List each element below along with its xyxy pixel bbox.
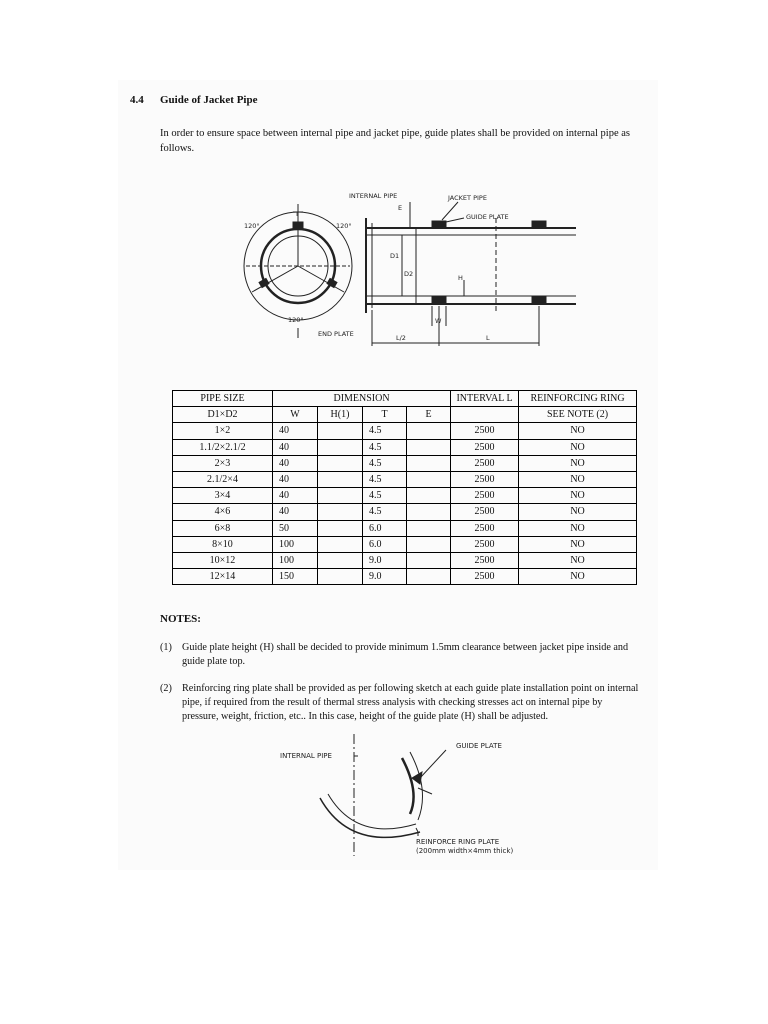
cell-e — [407, 423, 451, 439]
cell-w: 100 — [273, 552, 318, 568]
cell-w: 150 — [273, 569, 318, 585]
cell-size: 1×2 — [173, 423, 273, 439]
header-dimension: DIMENSION — [273, 391, 451, 407]
cell-h — [318, 488, 363, 504]
section-title: Guide of Jacket Pipe — [160, 94, 258, 106]
cell-w: 50 — [273, 520, 318, 536]
cell-h — [318, 504, 363, 520]
cell-size: 12×14 — [173, 569, 273, 585]
header-see-note: SEE NOTE (2) — [519, 407, 637, 423]
dim-label-h: H — [458, 274, 463, 282]
cell-e — [407, 504, 451, 520]
dim-label-t: T — [295, 210, 299, 218]
cell-t: 4.5 — [363, 471, 407, 487]
dim-label-w: W — [435, 317, 442, 325]
header-reinforcing-ring: REINFORCING RING — [519, 391, 637, 407]
cell-size: 8×10 — [173, 536, 273, 552]
cell-interval: 2500 — [451, 520, 519, 536]
cell-ring: NO — [519, 471, 637, 487]
cell-e — [407, 552, 451, 568]
table-row — [173, 569, 637, 585]
end-plate-label: END PLATE — [318, 330, 354, 338]
dim-label-d1: D1 — [390, 252, 400, 260]
intro-paragraph: In order to ensure space between internal pipe and jacket pipe, guide plates shall be provided on internal pipe as follows. — [160, 128, 630, 154]
angle-label-right: 120° — [336, 222, 352, 230]
cell-t: 4.5 — [363, 455, 407, 471]
cell-t: 9.0 — [363, 569, 407, 585]
header-interval-sub — [451, 407, 519, 423]
cell-h — [318, 569, 363, 585]
cell-interval: 2500 — [451, 569, 519, 585]
cell-size: 3×4 — [173, 488, 273, 504]
cell-e — [407, 536, 451, 552]
cell-e — [407, 439, 451, 455]
cell-size: 2×3 — [173, 455, 273, 471]
cell-size: 2.1/2×4 — [173, 471, 273, 487]
dim-label-d2: D2 — [404, 270, 414, 278]
header-d1d2: D1×D2 — [173, 407, 273, 423]
jacket-pipe-label: JACKET PIPE — [448, 194, 487, 202]
cell-ring: NO — [519, 504, 637, 520]
reinforce-ring-spec: (200mm width×4mm thick) — [416, 847, 514, 855]
cell-ring: NO — [519, 455, 637, 471]
header-pipe-size: PIPE SIZE — [173, 391, 273, 407]
cell-w: 40 — [273, 423, 318, 439]
cell-w: 40 — [273, 471, 318, 487]
reinforce-ring-diagram — [270, 732, 530, 864]
note-text: Reinforcing ring plate shall be provided as per following sketch at each guide plate installation point on internal pipe, if required from the result of thermal stress analysis with checking stresses act on internal pipe by pressure, weight, friction, etc.. In this case, height of the guide plate (H) shall be adjusted. — [182, 683, 639, 722]
dim-label-e: E — [398, 204, 403, 212]
cell-size: 1.1/2×2.1/2 — [173, 439, 273, 455]
table-row — [173, 439, 637, 455]
table-row — [173, 488, 637, 504]
header-h: H(1) — [318, 407, 363, 423]
cell-h — [318, 536, 363, 552]
cell-w: 40 — [273, 439, 318, 455]
cell-e — [407, 520, 451, 536]
table-header-row — [173, 391, 637, 407]
cell-w: 100 — [273, 536, 318, 552]
cell-interval: 2500 — [451, 504, 519, 520]
cell-h — [318, 520, 363, 536]
cell-w: 40 — [273, 504, 318, 520]
note-item — [160, 641, 640, 669]
cell-e — [407, 488, 451, 504]
internal-pipe-label: INTERNAL PIPE — [349, 192, 398, 200]
angle-label-left: 120° — [244, 222, 260, 230]
table-row — [173, 520, 637, 536]
cell-t: 4.5 — [363, 423, 407, 439]
cell-e — [407, 471, 451, 487]
cell-e — [407, 455, 451, 471]
section-number: 4.4 — [130, 94, 144, 106]
cell-ring: NO — [519, 569, 637, 585]
notes-title: NOTES: — [160, 613, 201, 625]
longitudinal-view — [366, 202, 576, 346]
cell-ring: NO — [519, 520, 637, 536]
header-t: T — [363, 407, 407, 423]
guide-plate-label-2: GUIDE PLATE — [456, 742, 502, 750]
dim-label-l-half: L/2 — [396, 334, 406, 342]
header-e: E — [407, 407, 451, 423]
header-interval: INTERVAL L — [451, 391, 519, 407]
note-number: (2) — [160, 683, 172, 694]
cell-t: 4.5 — [363, 504, 407, 520]
table-row — [173, 471, 637, 487]
cell-interval: 2500 — [451, 536, 519, 552]
cell-interval: 2500 — [451, 455, 519, 471]
cell-interval: 2500 — [451, 488, 519, 504]
cell-interval: 2500 — [451, 471, 519, 487]
guide-plate-label: GUIDE PLATE — [466, 213, 509, 221]
cell-interval: 2500 — [451, 552, 519, 568]
dim-label-l: L — [486, 334, 490, 342]
cell-ring: NO — [519, 552, 637, 568]
section-heading — [130, 94, 257, 106]
cell-t: 9.0 — [363, 552, 407, 568]
note-number: (1) — [160, 642, 172, 653]
table-row — [173, 423, 637, 439]
cell-w: 40 — [273, 455, 318, 471]
note-item — [160, 682, 640, 724]
cell-t: 4.5 — [363, 488, 407, 504]
cell-ring: NO — [519, 488, 637, 504]
jacket-pipe-diagram — [236, 188, 586, 358]
cell-h — [318, 423, 363, 439]
cell-t: 4.5 — [363, 439, 407, 455]
table-row — [173, 455, 637, 471]
cell-t: 6.0 — [363, 536, 407, 552]
cell-h — [318, 455, 363, 471]
cell-ring: NO — [519, 536, 637, 552]
cell-size: 4×6 — [173, 504, 273, 520]
table-row — [173, 536, 637, 552]
cell-h — [318, 471, 363, 487]
reinforce-ring-label: REINFORCE RING PLATE — [416, 838, 500, 846]
guide-plate-table — [172, 390, 637, 585]
header-w: W — [273, 407, 318, 423]
cell-size: 10×12 — [173, 552, 273, 568]
cell-w: 40 — [273, 488, 318, 504]
angle-label-bottom: 120° — [288, 316, 304, 324]
cell-t: 6.0 — [363, 520, 407, 536]
internal-pipe-label-2: INTERNAL PIPE — [280, 752, 332, 760]
cell-e — [407, 569, 451, 585]
cell-h — [318, 552, 363, 568]
table-row — [173, 504, 637, 520]
cell-interval: 2500 — [451, 423, 519, 439]
cell-h — [318, 439, 363, 455]
cell-ring: NO — [519, 439, 637, 455]
cell-interval: 2500 — [451, 439, 519, 455]
cell-ring: NO — [519, 423, 637, 439]
table-subheader-row — [173, 407, 637, 423]
cell-size: 6×8 — [173, 520, 273, 536]
table-row — [173, 552, 637, 568]
note-text: Guide plate height (H) shall be decided to provide minimum 1.5mm clearance between jacket pipe inside and guide plate top. — [182, 642, 629, 667]
